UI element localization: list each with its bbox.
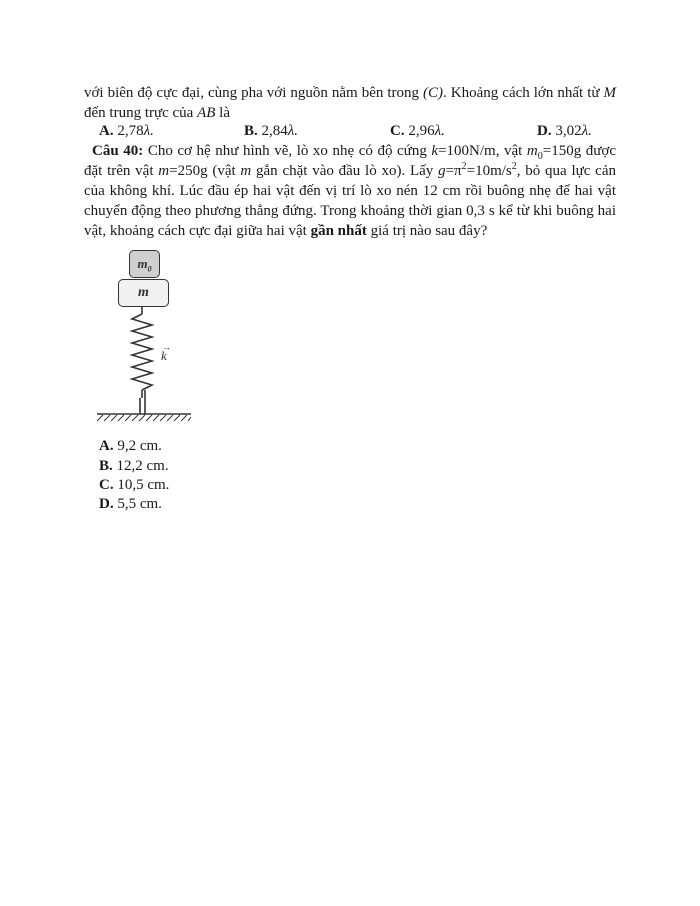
spring-label-k: → k <box>161 342 171 363</box>
spring-mass-figure <box>95 246 205 426</box>
question-line-4: chuyển động theo phương thẳng đứng. Trong khoảng thời gian 0,3 s kể từ khi buông hai <box>84 203 616 219</box>
spring-svg <box>95 246 205 426</box>
block-m0: $m_0$ <box>129 250 160 278</box>
prev-question-line-2: đến trung trực của AB là <box>84 105 230 121</box>
prev-option-c: C. 2,96λ. <box>390 123 445 139</box>
prev-option-a: A. 2,78λ. <box>99 123 154 139</box>
answer-a: A. 9,2 cm. <box>99 438 162 454</box>
question-line-3: của không khí. Lúc đầu ép hai vật đến vị trí lò xo nén 12 cm rồi buông nhẹ để hai vật <box>84 183 616 199</box>
answer-d: D. 5,5 cm. <box>99 496 162 512</box>
prev-option-b: B. 2,84λ. <box>244 123 299 139</box>
prev-option-d: D. 3,02λ. <box>537 123 592 139</box>
answer-c: C. 10,5 cm. <box>99 477 170 493</box>
question-line-1: Câu 40: Cho cơ hệ như hình vẽ, lò xo nhẹ có độ cứng k=100N/m, vật $m_0=150g$ được <box>92 143 616 162</box>
prev-question-line-1: với biên độ cực đại, cùng pha với nguồn nằm bên trong (C). Khoảng cách lớn nhất từ M <box>84 85 616 101</box>
question-line-2: đặt trên vật m=250g (vật m gắn chặt vào đầu lò xo). Lấy $g=\pi^2=10m/s^2$, bỏ qua lực cản <box>84 161 616 179</box>
block-m: m <box>118 279 169 307</box>
question-label: Câu 40: <box>92 143 144 159</box>
question-line-5: vật, khoảng cách cực đại giữa hai vật gần nhất giá trị nào sau đây? <box>84 223 488 239</box>
answer-b: B. 12,2 cm. <box>99 458 169 474</box>
